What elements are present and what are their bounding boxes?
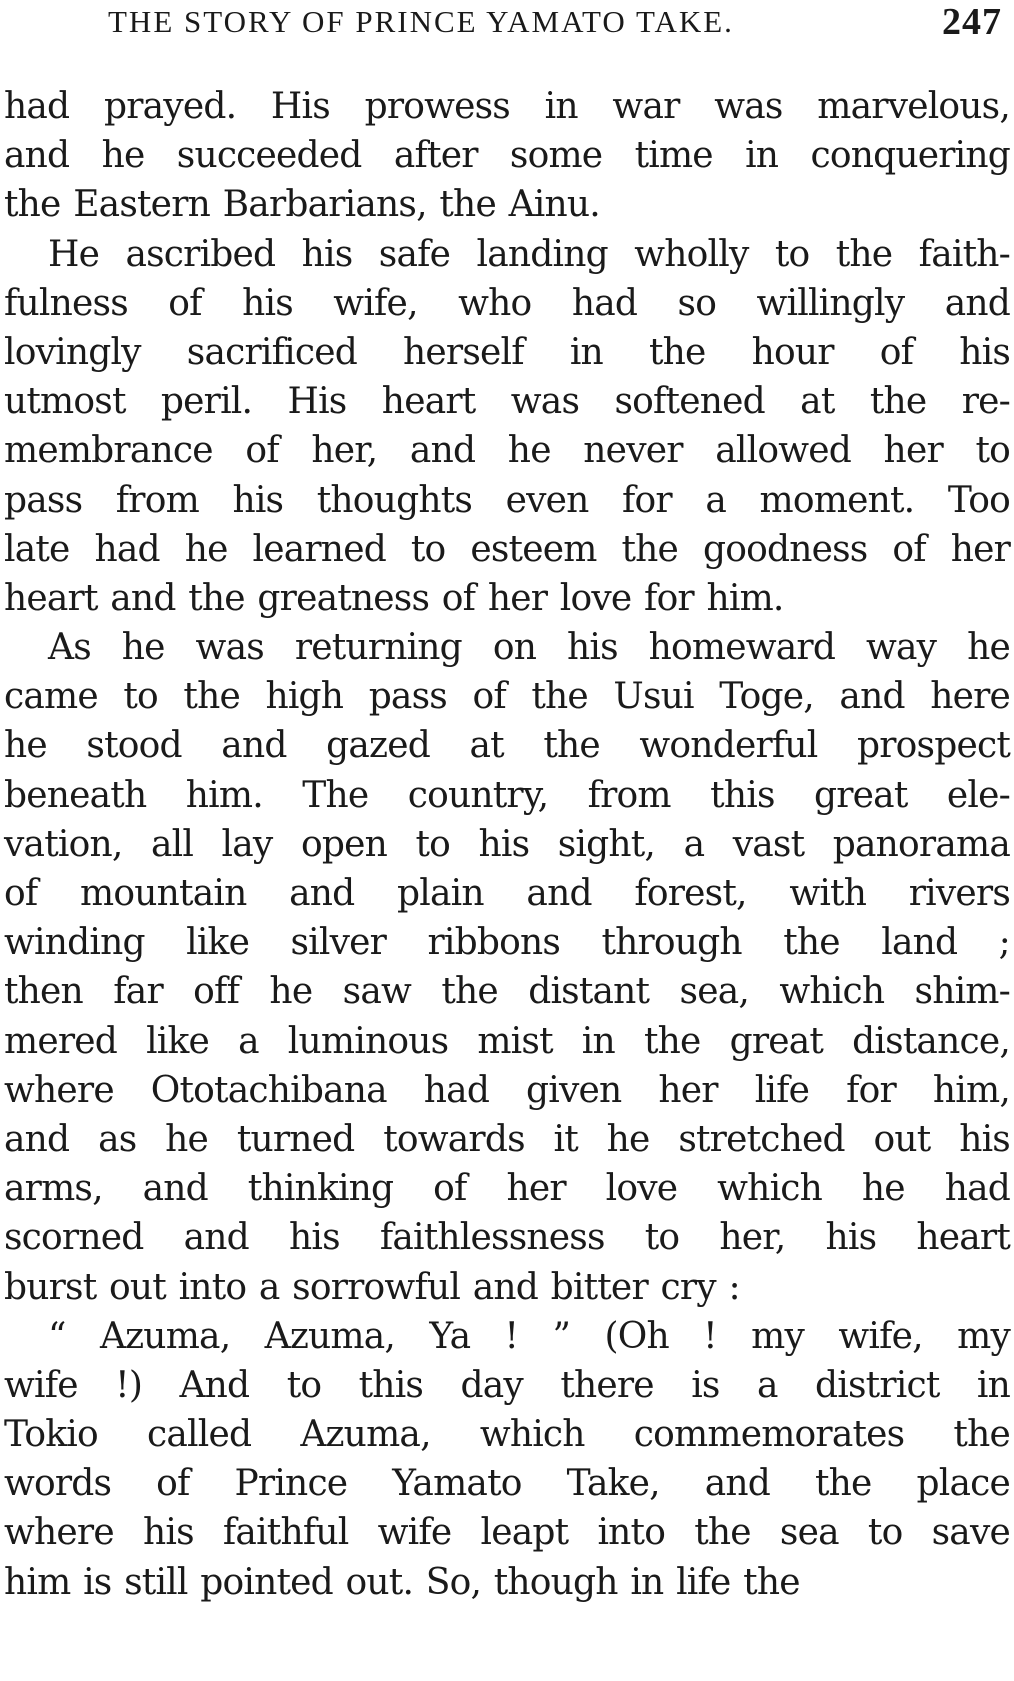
text-line: membrance of her, and he never allowed her to	[4, 430, 1010, 472]
text-line: and he succeeded after some time in conquering	[4, 135, 1010, 177]
text-line: fulness of his wife, who had so willingly and	[4, 282, 1010, 324]
text-line: He ascribed his safe landing wholly to the faith-	[48, 233, 1010, 275]
running-header	[0, 1, 1014, 48]
text-line: pass from his thoughts even for a moment. Too	[4, 479, 1010, 521]
text-line: words of Prince Yamato Take, and the place	[4, 1463, 1010, 1505]
text-line: where his faithful wife leapt into the sea to save	[4, 1512, 1010, 1554]
text-line: and as he turned towards it he stretched out his	[4, 1118, 1010, 1160]
text-line: scorned and his faithlessness to her, his heart	[4, 1217, 1010, 1259]
paragraph	[4, 82, 1010, 230]
text-line: lovingly sacrificed herself in the hour of his	[4, 331, 1010, 373]
text-line: him is still pointed out. So, though in life the	[4, 1561, 800, 1603]
text-line: the Eastern Barbarians, the Ainu.	[4, 184, 600, 226]
running-title: THE STORY OF PRINCE YAMATO TAKE.	[108, 4, 734, 39]
page-number: 247	[942, 1, 1002, 43]
text-line: then far off he saw the distant sea, which shim-	[4, 971, 1010, 1013]
text-line: where Ototachibana had given her life for him,	[4, 1069, 1010, 1111]
text-line: As he was returning on his homeward way he	[48, 627, 1010, 669]
body-text	[4, 82, 1010, 1607]
text-line: wife !) And to this day there is a district in	[4, 1364, 1010, 1406]
text-line: vation, all lay open to his sight, a vast panorama	[4, 823, 1010, 865]
paragraph	[4, 623, 1010, 1312]
paragraph	[4, 230, 1010, 624]
text-line: beneath him. The country, from this great ele-	[4, 774, 1010, 816]
text-line: had prayed. His prowess in war was marvelous,	[4, 86, 1010, 127]
text-line: “ Azuma, Azuma, Ya ! ” (Oh ! my wife, my	[48, 1315, 1010, 1357]
text-line: came to the high pass of the Usui Toge, and here	[4, 676, 1010, 718]
text-line: burst out into a sorrowful and bitter cry :	[4, 1266, 740, 1308]
text-line: mered like a luminous mist in the great distance,	[4, 1020, 1010, 1062]
text-line: utmost peril. His heart was softened at the re-	[4, 381, 1010, 423]
text-line: of mountain and plain and forest, with rivers	[4, 873, 1010, 914]
text-line: heart and the greatness of her love for him.	[4, 577, 784, 619]
text-line: winding like silver ribbons through the land ;	[4, 922, 1010, 964]
text-line: arms, and thinking of her love which he had	[4, 1168, 1010, 1210]
paragraph	[4, 1312, 1010, 1607]
text-line: he stood and gazed at the wonderful prospect	[4, 725, 1010, 767]
text-line: late had he learned to esteem the goodness of her	[4, 528, 1010, 570]
text-line: Tokio called Azuma, which commemorates the	[4, 1414, 1010, 1456]
